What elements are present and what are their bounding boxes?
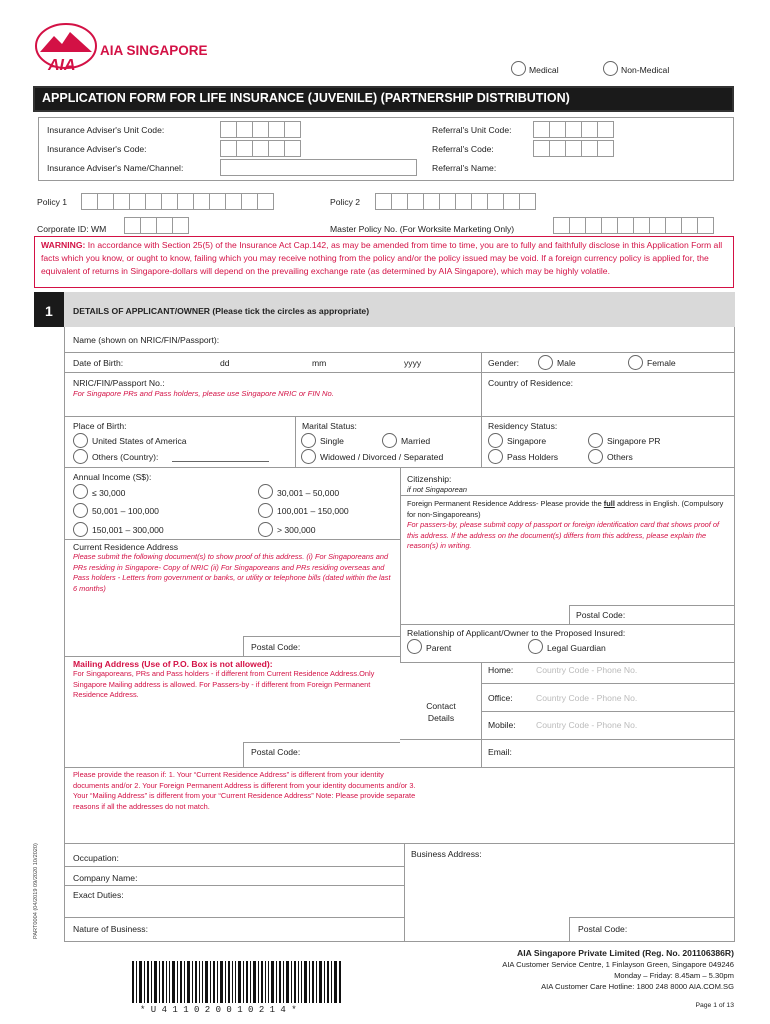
adviser-name-label: Insurance Adviser's Name/Channel:	[47, 163, 184, 173]
business-address-label: Business Address:	[411, 849, 482, 859]
occupation-label: Occupation:	[73, 853, 119, 863]
home-phone-input[interactable]: Country Code - Phone No.	[536, 665, 638, 675]
relationship-label: Relationship of Applicant/Owner to the Proposed Insured:	[407, 628, 626, 638]
non-medical-label: Non-Medical	[621, 65, 670, 75]
income-1-label: ≤ 30,000	[92, 488, 126, 498]
contact-details-label: Contact Details	[426, 701, 456, 723]
income-6-label: > 300,000	[277, 525, 316, 535]
brand-name: AIA SINGAPORE	[100, 43, 208, 58]
adviser-unit-code-boxes[interactable]	[220, 121, 300, 138]
married-label: Married	[401, 436, 431, 446]
place-birth-label: Place of Birth:	[73, 421, 127, 431]
section-title: DETAILS OF APPLICANT/OWNER (Please tick the circles as appropriate)	[73, 306, 370, 316]
usa-label: United States of America	[92, 436, 187, 446]
others-country-label: Others (Country):	[92, 452, 159, 462]
single-label: Single	[320, 436, 344, 446]
foreign-address-label-2: address in English. (Compulsory for non-Singaporeans)	[407, 499, 724, 519]
referral-unit-code-boxes[interactable]	[533, 121, 613, 138]
logo-text: AIA	[48, 57, 76, 74]
male-label: Male	[557, 358, 576, 368]
warning-text: In accordance with Section 25(5) of the Insurance Act Cap.142, as may be amended from time to time, you are to fully and faithfully disclose in this Application Form all facts which you know, or ought to know, failing which you may receive nothing from the policy and/or the policy issued may be void. If a foreign currency policy is applied for, the equivalent of returns in Singapore-dollars will depend on the prevailing exchange rate (as determined by AIA Singapore), which may be highly volatile.	[41, 240, 723, 276]
mailing-label: Mailing Address (Use of P.O. Box is not allowed):	[73, 659, 273, 669]
section-number: 1	[45, 303, 53, 319]
singapore-radio[interactable]	[488, 433, 503, 448]
aia-logo	[34, 22, 98, 74]
parent-label: Parent	[426, 643, 452, 653]
home-label: Home:	[488, 665, 514, 675]
master-policy-label: Master Policy No. (For Worksite Marketing Only)	[330, 224, 515, 234]
page-number: Page 1 of 13	[695, 1002, 734, 1009]
adviser-code-label: Insurance Adviser's Code:	[47, 144, 147, 154]
income-5-label: 150,001 – 300,000	[92, 525, 164, 535]
others-residency-radio[interactable]	[588, 449, 603, 464]
business-postal-code-label: Postal Code:	[578, 924, 628, 934]
income-label: Annual Income (S$):	[73, 472, 152, 482]
warning-label: WARNING:	[41, 240, 86, 250]
medical-label: Medical	[529, 65, 559, 75]
gender-label: Gender:	[488, 358, 520, 368]
pass-holders-label: Pass Holders	[507, 452, 559, 462]
foreign-address-block	[407, 499, 729, 552]
nric-label: NRIC/FIN/Passport No.:	[73, 378, 165, 388]
female-radio[interactable]	[628, 355, 643, 370]
parent-radio[interactable]	[407, 639, 422, 654]
income-2-radio[interactable]	[258, 484, 273, 499]
guardian-label: Legal Guardian	[547, 643, 606, 653]
female-label: Female	[647, 358, 676, 368]
foreign-postal-code-label: Postal Code:	[576, 610, 626, 620]
policy1-boxes[interactable]	[81, 193, 273, 210]
footer-company: AIA Singapore Private Limited (Reg. No. 201106386R)	[517, 948, 734, 958]
others-country-radio[interactable]	[73, 449, 88, 464]
office-label: Office:	[488, 693, 513, 703]
dob-label: Date of Birth:	[73, 358, 124, 368]
singapore-label: Singapore	[507, 436, 547, 446]
master-policy-boxes[interactable]	[553, 217, 713, 234]
footer-block	[380, 948, 734, 1011]
citizenship-label: Citizenship:	[407, 474, 452, 484]
marital-label: Marital Status:	[302, 421, 357, 431]
referral-code-boxes[interactable]	[533, 140, 613, 157]
mobile-phone-input[interactable]: Country Code - Phone No.	[536, 720, 638, 730]
adviser-name-field[interactable]	[220, 159, 417, 176]
medical-radio[interactable]	[511, 61, 526, 76]
policy2-label: Policy 2	[330, 197, 361, 207]
foreign-address-note: For passers-by, please submit copy of passport or foreign identification card that shows proof of this address. If the address on the document(s) differs from this address, please explain the reason(s) in writing.	[407, 520, 720, 550]
mailing-note: For Singaporeans, PRs and Pass holders - if different from Current Residence Address.Only Singapore Mailing address is allowed. For Passers-by - if different from Foreign Permanent Residence Address.	[73, 669, 375, 700]
married-radio[interactable]	[382, 433, 397, 448]
nric-note: For Singapore PRs and Pass holders, please use Singapore NRIC or FIN No.	[73, 389, 334, 398]
policy2-boxes[interactable]	[375, 193, 535, 210]
adviser-code-boxes[interactable]	[220, 140, 300, 157]
mobile-label: Mobile:	[488, 720, 516, 730]
dob-yyyy: yyyy	[404, 358, 422, 368]
barcode	[132, 961, 342, 1003]
foreign-address-label: Foreign Permanent Residence Address- Please provide the	[407, 499, 604, 508]
others-residency-label: Others	[607, 452, 633, 462]
income-6-radio[interactable]	[258, 522, 273, 537]
singapore-pr-radio[interactable]	[588, 433, 603, 448]
widowed-label: Widowed / Divorced / Separated	[320, 452, 444, 462]
referral-name-label: Referral's Name:	[432, 163, 497, 173]
pass-holders-radio[interactable]	[488, 449, 503, 464]
dob-dd: dd	[220, 358, 230, 368]
foreign-address-full: full	[603, 499, 615, 508]
reason-note: Please provide the reason if: 1. Your “Current Residence Address” is different from your identity documents and/or 2. Your Foreign Permanent Address is different from your identity documents and/or 3. Your “Mailing Address” is different from your “Current Residence Address” Note: Please provide separate reasons if all the addresses do not match.	[73, 770, 416, 811]
corporate-id-boxes[interactable]	[124, 217, 188, 234]
name-label: Name (shown on NRIC/FIN/Passport):	[73, 335, 220, 345]
referral-code-label: Referral's Code:	[432, 144, 494, 154]
footer-hours: Monday – Friday: 8.45am – 5.30pm	[614, 971, 734, 980]
current-address-label: Current Residence Address	[73, 542, 179, 552]
male-radio[interactable]	[538, 355, 553, 370]
singapore-pr-label: Singapore PR	[607, 436, 661, 446]
side-code: PART0004 (04/2019 09/2020 10/2020)	[33, 843, 39, 939]
guardian-radio[interactable]	[528, 639, 543, 654]
adviser-unit-code-label: Insurance Adviser's Unit Code:	[47, 125, 165, 135]
income-4-label: 100,001 – 150,000	[277, 506, 349, 516]
mailing-postal-code-label: Postal Code:	[251, 747, 301, 757]
footer-address: AIA Customer Service Centre, 1 Finlayson Green, Singapore 049246	[502, 960, 734, 969]
single-radio[interactable]	[301, 433, 316, 448]
income-3-radio[interactable]	[73, 503, 88, 518]
non-medical-radio[interactable]	[603, 61, 618, 76]
nature-business-label: Nature of Business:	[73, 924, 148, 934]
income-3-label: 50,001 – 100,000	[92, 506, 159, 516]
warning-box	[34, 236, 734, 288]
current-address-note: Please submit the following document(s) to show proof of this address. (i) For Singaporeans and PRs residing in Singapore- Copy of NRIC (ii) For Singaporeans and PRs residing overseas and Pass holders - Letters from government or banks, or utility or telephone bills (dated within the last 6 months)	[73, 552, 391, 593]
office-phone-input[interactable]: Country Code - Phone No.	[536, 693, 638, 703]
widowed-radio[interactable]	[301, 449, 316, 464]
corporate-id-label: Corporate ID: WM	[37, 224, 107, 234]
income-1-radio[interactable]	[73, 484, 88, 499]
dob-mm: mm	[312, 358, 327, 368]
residency-label: Residency Status:	[488, 421, 558, 431]
country-residence-label: Country of Residence:	[488, 378, 574, 388]
exact-duties-label: Exact Duties:	[73, 890, 124, 900]
footer-hotline: AIA Customer Care Hotline: 1800 248 8000 AIA.COM.SG	[541, 982, 734, 991]
referral-unit-code-label: Referral's Unit Code:	[432, 125, 512, 135]
company-name-label: Company Name:	[73, 873, 138, 883]
form-title: APPLICATION FORM FOR LIFE INSURANCE (JUVENILE) (PARTNERSHIP DISTRIBUTION)	[42, 91, 570, 105]
income-2-label: 30,001 – 50,000	[277, 488, 340, 498]
income-5-radio[interactable]	[73, 522, 88, 537]
policy1-label: Policy 1	[37, 197, 68, 207]
current-postal-code-label: Postal Code:	[251, 642, 301, 652]
citizenship-note: if not Singaporean	[407, 485, 467, 494]
usa-radio[interactable]	[73, 433, 88, 448]
email-label: Email:	[488, 747, 512, 757]
barcode-text: * U 4 1 1 0 2 0 0 1 0 2 1 4 *	[140, 1005, 297, 1015]
income-4-radio[interactable]	[258, 503, 273, 518]
